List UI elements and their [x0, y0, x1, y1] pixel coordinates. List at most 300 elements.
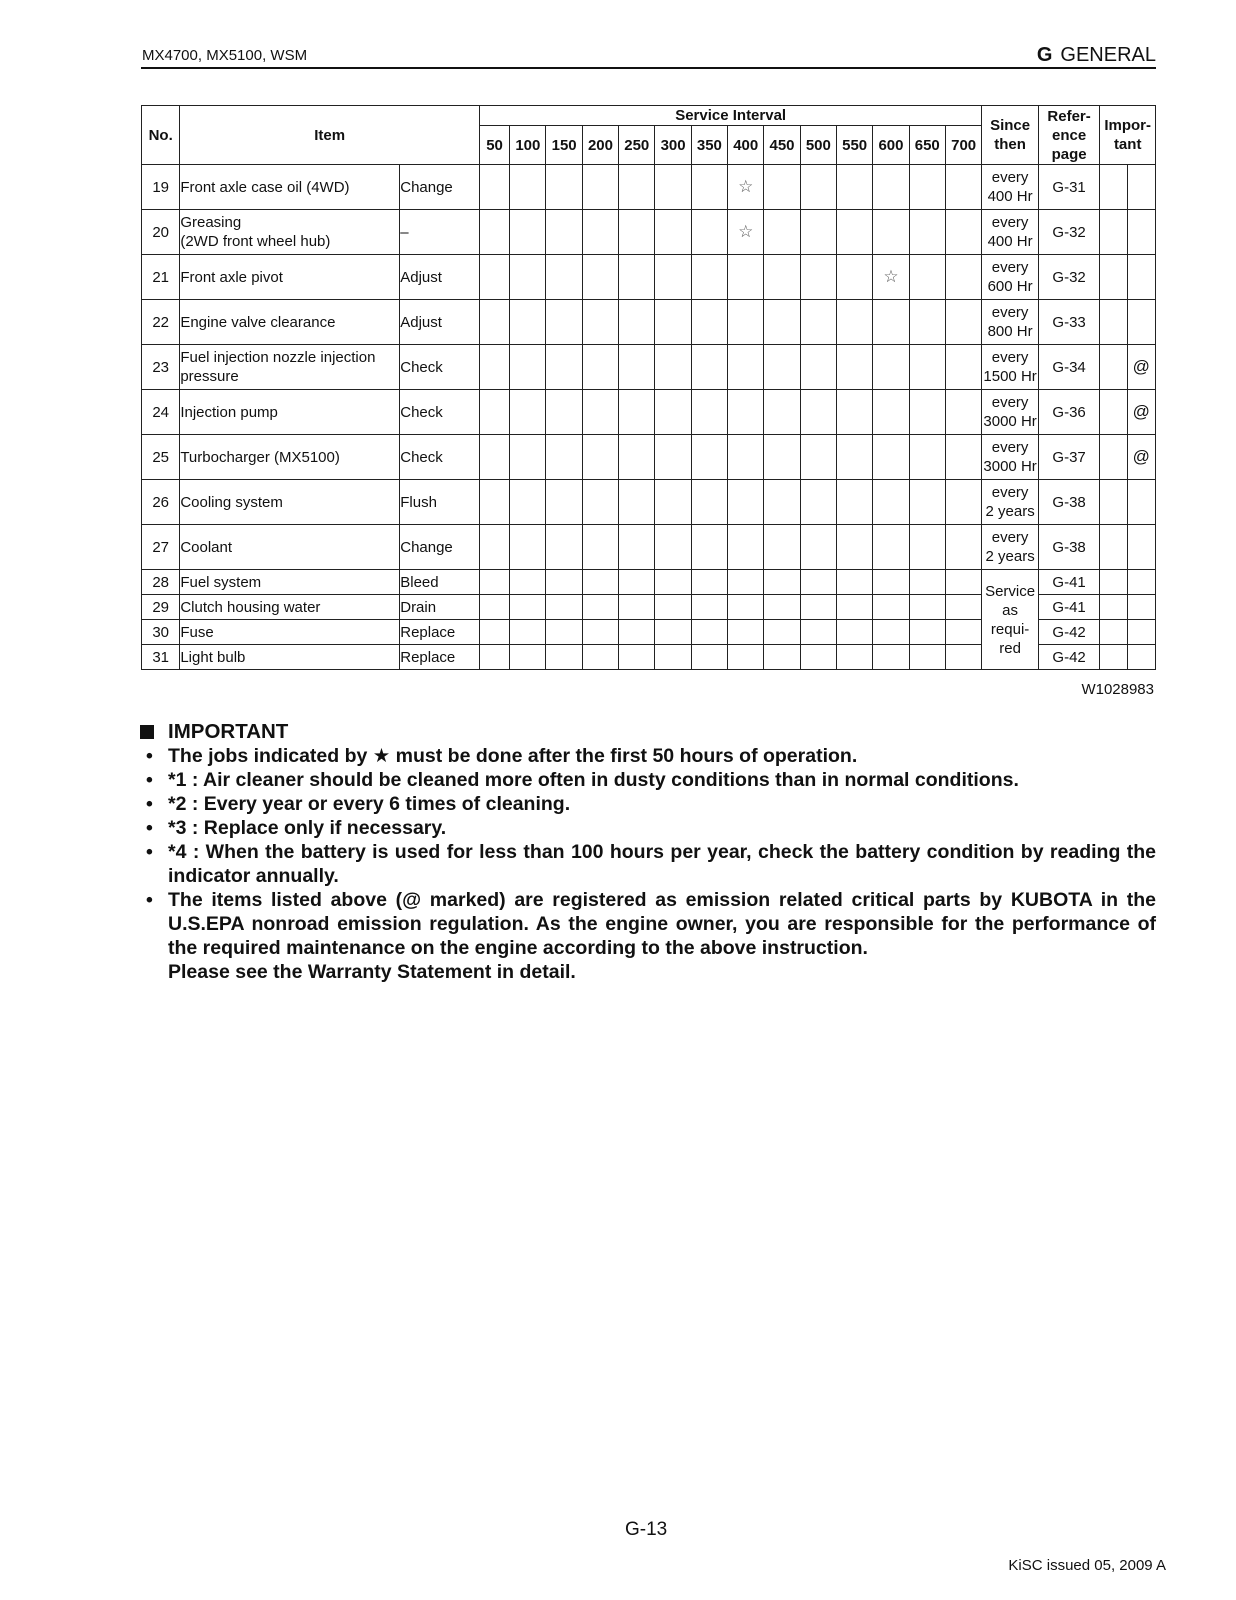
warranty-note: Please see the Warranty Statement in detail.	[168, 961, 576, 983]
row-item	[180, 345, 400, 390]
interval-cell	[655, 570, 691, 595]
interval-cell	[510, 210, 546, 255]
important-notes	[140, 720, 1156, 984]
interval-cell	[510, 390, 546, 435]
interval-cell	[909, 255, 945, 300]
since-then-line: every	[991, 529, 1029, 546]
note-item: • The items listed above (@ marked) are registered as emission related critical parts by KUBOTA in the U.S.EPA nonroad emission regulation. As the engine owner, you are responsible for the performance of the required maintenance on the engine according to the above instruction.	[140, 888, 1156, 960]
important-cell	[1127, 525, 1155, 570]
table-row	[142, 345, 1156, 390]
important-marker: @	[1127, 390, 1155, 435]
interval-cell	[764, 620, 800, 645]
interval-cell	[582, 620, 618, 645]
header-interval-650: 650	[909, 126, 945, 165]
interval-cell	[691, 645, 727, 670]
row-number: 24	[142, 390, 180, 435]
interval-cell	[510, 480, 546, 525]
since-then-line: 3000 Hr	[983, 458, 1037, 475]
interval-cell	[655, 595, 691, 620]
row-action: Flush	[400, 480, 480, 525]
important-cell	[1127, 570, 1155, 595]
table-row	[142, 525, 1156, 570]
row-action: Adjust	[400, 255, 480, 300]
interval-cell	[546, 620, 582, 645]
row-number: 31	[142, 645, 180, 670]
row-since-then	[982, 390, 1038, 435]
interval-cell	[909, 480, 945, 525]
interval-cell	[728, 435, 764, 480]
interval-cell	[800, 645, 836, 670]
since-then-line: 400 Hr	[987, 233, 1033, 250]
interval-cell	[510, 165, 546, 210]
important-cell	[1127, 620, 1155, 645]
important-cell	[1127, 645, 1155, 670]
important-blank-cell	[1100, 300, 1127, 345]
interval-cell	[800, 525, 836, 570]
interval-cell	[546, 345, 582, 390]
important-blank-cell	[1100, 570, 1127, 595]
interval-cell	[800, 255, 836, 300]
row-item	[180, 620, 400, 645]
interval-cell	[582, 480, 618, 525]
interval-cell	[619, 645, 655, 670]
row-item-line: Front axle pivot	[180, 268, 283, 286]
interval-cell	[582, 210, 618, 255]
row-item	[180, 165, 400, 210]
interval-cell	[619, 435, 655, 480]
interval-cell	[836, 345, 872, 390]
interval-cell	[873, 165, 909, 210]
row-item-line: Engine valve clearance	[180, 313, 336, 331]
interval-cell	[691, 165, 727, 210]
since-then-line: every	[991, 259, 1029, 276]
interval-cell	[873, 570, 909, 595]
interval-cell	[546, 570, 582, 595]
interval-cell	[800, 435, 836, 480]
row-since-then	[982, 165, 1038, 210]
interval-cell	[479, 300, 509, 345]
notes-title: IMPORTANT	[168, 720, 289, 743]
important-cell	[1127, 300, 1155, 345]
row-reference-page: G-32	[1038, 255, 1100, 300]
section-heading	[1037, 44, 1156, 67]
interval-cell	[800, 620, 836, 645]
row-item-line: Clutch housing water	[180, 598, 321, 616]
interval-cell	[728, 595, 764, 620]
row-action: Change	[400, 525, 480, 570]
important-blank-cell	[1100, 525, 1127, 570]
row-item	[180, 210, 400, 255]
table-row	[142, 255, 1156, 300]
interval-cell	[510, 570, 546, 595]
interval-cell	[836, 210, 872, 255]
interval-cell	[546, 525, 582, 570]
since-then-line: every	[991, 394, 1029, 411]
interval-cell	[655, 345, 691, 390]
important-blank-cell	[1100, 645, 1127, 670]
interval-cell	[619, 255, 655, 300]
since-then-line: 2 years	[985, 503, 1035, 520]
interval-cell	[619, 210, 655, 255]
note-item: • *1 : Air cleaner should be cleaned more often in dusty conditions than in normal conditions.	[140, 768, 1156, 792]
row-item-line: Fuel system	[180, 573, 262, 591]
interval-cell	[728, 255, 764, 300]
important-marker: @	[1127, 345, 1155, 390]
star-marker: ☆	[873, 255, 909, 300]
header-reference-page: Refer- ence page	[1038, 106, 1100, 165]
header-interval-400: 400	[728, 126, 764, 165]
important-cell	[1127, 595, 1155, 620]
important-cell	[1127, 210, 1155, 255]
important-blank-cell	[1100, 255, 1127, 300]
interval-cell	[655, 255, 691, 300]
header-interval-100: 100	[510, 126, 546, 165]
interval-cell	[728, 390, 764, 435]
interval-cell	[873, 620, 909, 645]
maintenance-table	[141, 105, 1156, 670]
interval-cell	[836, 390, 872, 435]
row-reference-page: G-31	[1038, 165, 1100, 210]
since-then-line: every	[991, 484, 1029, 501]
interval-cell	[945, 345, 981, 390]
interval-cell	[800, 570, 836, 595]
interval-cell	[546, 255, 582, 300]
interval-cell	[655, 165, 691, 210]
interval-cell	[873, 345, 909, 390]
interval-cell	[655, 645, 691, 670]
interval-cell	[619, 525, 655, 570]
important-cell	[1127, 165, 1155, 210]
interval-cell	[764, 645, 800, 670]
row-number: 22	[142, 300, 180, 345]
interval-cell	[691, 345, 727, 390]
interval-cell	[836, 300, 872, 345]
interval-cell	[510, 525, 546, 570]
table-header	[142, 106, 1156, 165]
row-item	[180, 525, 400, 570]
interval-cell	[582, 595, 618, 620]
interval-cell	[691, 435, 727, 480]
since-then-line: 800 Hr	[987, 323, 1033, 340]
interval-cell	[479, 165, 509, 210]
interval-cell	[655, 300, 691, 345]
issue-info: KiSC issued 05, 2009 A	[1008, 1557, 1166, 1574]
since-then-line: every	[991, 304, 1029, 321]
row-number: 20	[142, 210, 180, 255]
interval-cell	[582, 390, 618, 435]
interval-cell	[836, 435, 872, 480]
important-cell	[1127, 255, 1155, 300]
interval-cell	[510, 345, 546, 390]
row-item	[180, 570, 400, 595]
interval-cell	[546, 165, 582, 210]
interval-cell	[728, 620, 764, 645]
interval-cell	[764, 390, 800, 435]
interval-cell	[510, 595, 546, 620]
page-number: G-13	[625, 1519, 668, 1540]
row-reference-page: G-36	[1038, 390, 1100, 435]
interval-cell	[909, 645, 945, 670]
interval-cell	[546, 645, 582, 670]
row-since-then	[982, 210, 1038, 255]
interval-cell	[619, 480, 655, 525]
interval-cell	[479, 570, 509, 595]
document-code: W1028983	[1081, 681, 1154, 698]
row-reference-page: G-42	[1038, 620, 1100, 645]
row-action: –	[400, 210, 480, 255]
interval-cell	[909, 620, 945, 645]
interval-cell	[945, 595, 981, 620]
note-item: • *3 : Replace only if necessary.	[140, 816, 1156, 840]
row-number: 26	[142, 480, 180, 525]
interval-cell	[479, 480, 509, 525]
header-interval-50: 50	[479, 126, 509, 165]
interval-cell	[510, 300, 546, 345]
interval-cell	[655, 480, 691, 525]
interval-cell	[836, 165, 872, 210]
interval-cell	[873, 525, 909, 570]
interval-cell	[873, 645, 909, 670]
service-as-required-line: as	[1002, 601, 1019, 619]
row-reference-page: G-38	[1038, 480, 1100, 525]
interval-cell	[546, 390, 582, 435]
interval-cell	[619, 390, 655, 435]
table-row	[142, 390, 1156, 435]
important-blank-cell	[1100, 435, 1127, 480]
table-body	[142, 165, 1156, 670]
interval-cell	[691, 620, 727, 645]
row-reference-page: G-38	[1038, 525, 1100, 570]
row-since-then	[982, 525, 1038, 570]
row-reference-page: G-32	[1038, 210, 1100, 255]
interval-cell	[945, 480, 981, 525]
important-blank-cell	[1100, 390, 1127, 435]
service-as-required-line: requi-	[990, 620, 1030, 638]
interval-cell	[691, 390, 727, 435]
interval-cell	[945, 210, 981, 255]
row-item	[180, 255, 400, 300]
interval-cell	[510, 255, 546, 300]
interval-cell	[800, 300, 836, 345]
interval-cell	[836, 525, 872, 570]
star-marker: ☆	[728, 165, 764, 210]
interval-cell	[582, 345, 618, 390]
header-interval-700: 700	[945, 126, 981, 165]
row-item	[180, 595, 400, 620]
interval-cell	[728, 525, 764, 570]
row-number: 28	[142, 570, 180, 595]
table-row	[142, 480, 1156, 525]
section-title: GENERAL	[1060, 44, 1156, 66]
interval-cell	[691, 480, 727, 525]
interval-cell	[764, 480, 800, 525]
row-reference-page: G-41	[1038, 570, 1100, 595]
row-number: 23	[142, 345, 180, 390]
interval-cell	[655, 435, 691, 480]
interval-cell	[873, 210, 909, 255]
document-header-model: MX4700, MX5100, WSM	[142, 47, 308, 64]
interval-cell	[582, 570, 618, 595]
interval-cell	[479, 620, 509, 645]
interval-cell	[800, 345, 836, 390]
notes-title-row	[140, 720, 1156, 744]
row-number: 27	[142, 525, 180, 570]
interval-cell	[691, 255, 727, 300]
interval-cell	[873, 390, 909, 435]
row-action: Adjust	[400, 300, 480, 345]
interval-cell	[728, 480, 764, 525]
row-item	[180, 390, 400, 435]
interval-cell	[909, 435, 945, 480]
interval-cell	[479, 390, 509, 435]
row-reference-page: G-33	[1038, 300, 1100, 345]
interval-cell	[873, 435, 909, 480]
row-action: Change	[400, 165, 480, 210]
interval-cell	[479, 210, 509, 255]
header-since-then: Since then	[982, 106, 1038, 165]
interval-cell	[479, 345, 509, 390]
service-as-required	[982, 570, 1038, 670]
interval-cell	[479, 255, 509, 300]
interval-cell	[691, 300, 727, 345]
interval-cell	[909, 165, 945, 210]
row-reference-page: G-34	[1038, 345, 1100, 390]
since-then-line: 600 Hr	[987, 278, 1033, 295]
interval-cell	[764, 165, 800, 210]
interval-cell	[909, 570, 945, 595]
important-marker: @	[1127, 435, 1155, 480]
interval-cell	[945, 525, 981, 570]
interval-cell	[836, 255, 872, 300]
interval-cell	[619, 595, 655, 620]
interval-cell	[479, 435, 509, 480]
interval-cell	[764, 595, 800, 620]
interval-cell	[510, 435, 546, 480]
interval-cell	[909, 210, 945, 255]
interval-cell	[764, 525, 800, 570]
header-interval-500: 500	[800, 126, 836, 165]
interval-cell	[909, 595, 945, 620]
interval-cell	[873, 595, 909, 620]
row-reference-page: G-41	[1038, 595, 1100, 620]
row-item-line: pressure	[180, 368, 239, 385]
note-item: • The jobs indicated by ★ must be done after the first 50 hours of operation.	[140, 744, 1156, 768]
interval-cell	[764, 210, 800, 255]
row-item	[180, 645, 400, 670]
interval-cell	[836, 645, 872, 670]
interval-cell	[909, 390, 945, 435]
row-action: Check	[400, 390, 480, 435]
table-row	[142, 210, 1156, 255]
table-row	[142, 300, 1156, 345]
interval-cell	[655, 390, 691, 435]
interval-cell	[479, 525, 509, 570]
row-item	[180, 300, 400, 345]
interval-cell	[479, 595, 509, 620]
row-since-then	[982, 480, 1038, 525]
interval-cell	[582, 255, 618, 300]
row-item	[180, 480, 400, 525]
since-then-line: 1500 Hr	[983, 368, 1037, 385]
interval-cell	[655, 210, 691, 255]
interval-cell	[836, 595, 872, 620]
interval-cell	[764, 570, 800, 595]
interval-cell	[945, 570, 981, 595]
important-blank-cell	[1100, 345, 1127, 390]
header-interval-300: 300	[655, 126, 691, 165]
since-then-line: 3000 Hr	[983, 413, 1037, 430]
note-item: • *2 : Every year or every 6 times of cleaning.	[140, 792, 1156, 816]
interval-cell	[510, 620, 546, 645]
important-cell	[1127, 480, 1155, 525]
interval-cell	[800, 480, 836, 525]
interval-cell	[546, 435, 582, 480]
interval-cell	[546, 300, 582, 345]
table-row	[142, 435, 1156, 480]
interval-cell	[873, 300, 909, 345]
row-item	[180, 435, 400, 480]
header-item: Item	[180, 106, 480, 165]
header-no: No.	[142, 106, 180, 165]
header-interval-600: 600	[873, 126, 909, 165]
header-interval-450: 450	[764, 126, 800, 165]
row-reference-page: G-42	[1038, 645, 1100, 670]
row-number: 25	[142, 435, 180, 480]
notes-list	[140, 744, 1156, 960]
header-service-interval: Service Interval	[479, 106, 981, 126]
interval-cell	[582, 645, 618, 670]
interval-cell	[582, 165, 618, 210]
interval-cell	[619, 165, 655, 210]
row-item-line: Turbocharger (MX5100)	[180, 448, 340, 466]
interval-cell	[619, 345, 655, 390]
interval-cell	[945, 165, 981, 210]
row-item-line: (2WD front wheel hub)	[180, 233, 331, 250]
since-then-line: 2 years	[985, 548, 1035, 565]
row-item-line: Greasing	[180, 214, 242, 231]
row-item-line: Coolant	[180, 538, 233, 556]
interval-cell	[945, 255, 981, 300]
interval-cell	[764, 300, 800, 345]
interval-cell	[909, 300, 945, 345]
since-then-line: every	[991, 349, 1029, 366]
important-blank-cell	[1100, 210, 1127, 255]
interval-cell	[945, 390, 981, 435]
important-blank-cell	[1100, 165, 1127, 210]
interval-cell	[691, 595, 727, 620]
interval-cell	[728, 570, 764, 595]
interval-cell	[728, 345, 764, 390]
row-action: Check	[400, 435, 480, 480]
interval-cell	[728, 300, 764, 345]
row-number: 21	[142, 255, 180, 300]
interval-cell	[546, 210, 582, 255]
interval-cell	[764, 435, 800, 480]
header-interval-250: 250	[619, 126, 655, 165]
row-action: Replace	[400, 645, 480, 670]
interval-cell	[655, 620, 691, 645]
service-as-required-line: Service	[985, 582, 1036, 600]
interval-cell	[619, 570, 655, 595]
interval-cell	[836, 570, 872, 595]
header-interval-150: 150	[546, 126, 582, 165]
since-then-line: 400 Hr	[987, 188, 1033, 205]
row-action: Bleed	[400, 570, 480, 595]
row-item-line: Fuel injection nozzle injection	[180, 349, 376, 366]
interval-cell	[836, 480, 872, 525]
interval-cell	[800, 595, 836, 620]
row-item-line: Fuse	[180, 623, 214, 641]
